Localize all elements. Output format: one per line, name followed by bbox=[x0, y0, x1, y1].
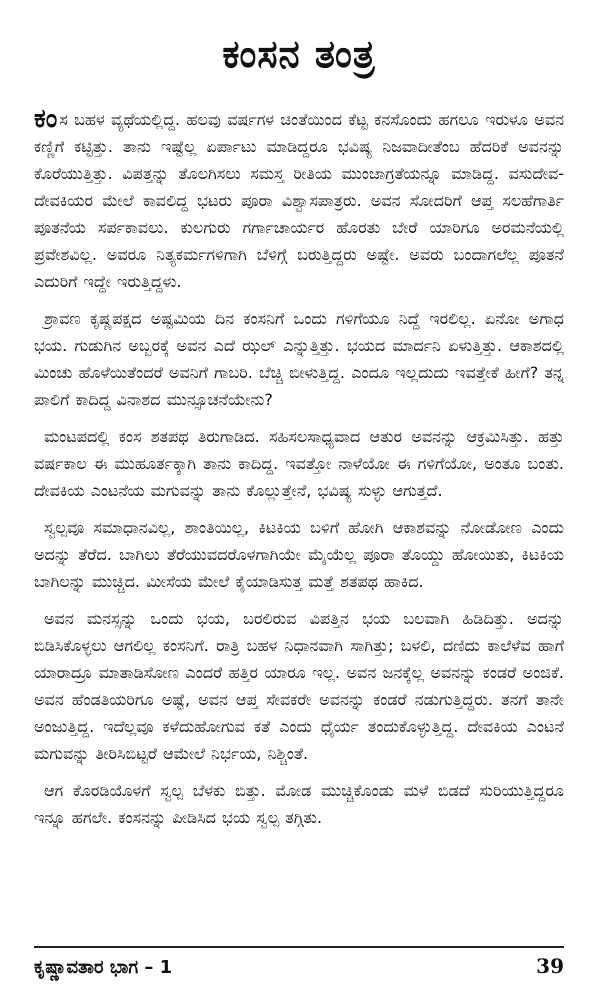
chapter-body bbox=[34, 106, 564, 831]
paragraph-3: ಮಂಟಪದಲ್ಲಿ ಕಂಸ ಶತಪಥ ತಿರುಗಾಡಿದ. ಸಹಿಸಲಸಾಧ್ಯವಾದ ಆತುರ ಅವನನ್ನು ಆಕ್ರಮಿಸಿತ್ತು. ಹತ್ತು ವರ್ಷಕಾಲ ಈ ಮುಹೂರ್ತಕ್ಕಾಗಿ ತಾನು ಕಾದಿದ್ದ. ಇವತ್ತೋ ನಾಳೆಯೋ ಈ ಗಳಿಗೆಯೋ, ಅಂತೂ ಬಂತು. ದೇವಕಿಯ ಎಂಟನೆಯ ಮಗುವನ್ನು ತಾನು ಕೊಲ್ಲುತ್ತೇನೆ, ಭವಿಷ್ಯ ಸುಳ್ಳು ಆಗುತ್ತದೆ. bbox=[34, 427, 564, 500]
paragraph-1 bbox=[34, 106, 564, 295]
paragraph-6: ಆಗ ಕೊರಡಿಯೊಳಗೆ ಸ್ವಲ್ಪ ಬೆಳಕು ಬಿತ್ತು. ಮೋಡ ಮುಚ್ಚಿಕೊಂಡು ಮಳೆ ಬಿಡದೆ ಸುರಿಯುತ್ತಿದ್ದರೂ ಇನ್ನೂ ಹಗಲೇ. ಕಂಸನನ್ನು ಪೀಡಿಸಿದ ಭಯ ಸ್ವಲ್ಪ ತಗ್ಗಿತು. bbox=[34, 781, 564, 827]
footer-book-title: ಕೃಷ್ಣಾವತಾರ ಭಾಗ – 1 bbox=[34, 957, 173, 978]
paragraph-1-text: ಸ ಬಹಳ ವ್ಯಥೆಯಲ್ಲಿದ್ದ. ಹಲವು ವರ್ಷಗಳ ಚಿಂತೆಯಿಂದ ಕೆಟ್ಟ ಕನಸೊಂದು ಹಗಲೂ ಇರುಳೂ ಅವನ ಕಣ್ಣಿಗೆ ಕಟ್ಟಿತ್ತು. ತಾನು ಇಷ್ಟೆಲ್ಲ ಏರ್ಪಾಟು ಮಾಡಿದ್ದರೂ ಭವಿಷ್ಯ ನಿಜವಾದೀತೆಂಬ ಹೆದರಿಕೆ ಅವನನ್ನು ಕೊರೆಯುತ್ತಿತ್ತು. ವಿಪತ್ತನ್ನು ತೊಲಗಿಸಲು ಸಮಸ್ತ ರೀತಿಯ ಮುಂಜಾಗ್ರತೆಯನ್ನೂ ಮಾಡಿದ್ದ. ವಸುದೇವ-ದೇವಕಿಯರ ಮೇಲೆ ಕಾವಲಿದ್ದ ಭಟರು ಪೂರಾ ವಿಶ್ವಾಸಪಾತ್ರರು. ಅವನ ಸೋದರಿಗೆ ಆಪ್ತ ಸಲಹೆಗಾರ್ತಿ ಪೂತನೆಯ ಸರ್ಪಕಾವಲು. ಕುಲಗುರು ಗರ್ಗಾಚಾರ್ಯರ ಹೊರತು ಬೇರೆ ಯಾರಿಗೂ ಅರಮನೆಯಲ್ಲಿ ಪ್ರವೇಶವಿಲ್ಲ. ಅವರೂ ನಿತ್ಯಕರ್ಮಗಳಿಗಾಗಿ ಬೆಳಿಗ್ಗೆ ಬರುತ್ತಿದ್ದರು ಅಷ್ಟೇ. ಅವರು ಬಂದಾಗಲೆಲ್ಲ ಪೂತನೆ ಎದುರಿಗೆ ಇದ್ದೇ ಇರುತ್ತಿದ್ದಳು. bbox=[34, 110, 564, 291]
paragraph-2: ಶ್ರಾವಣ ಕೃಷ್ಣಪಕ್ಷದ ಅಷ್ಟಮಿಯ ದಿನ ಕಂಸನಿಗೆ ಒಂದು ಗಳಿಗೆಯೂ ನಿದ್ದೆ ಇರಲಿಲ್ಲ. ಏನೋ ಅಗಾಧ ಭಯ. ಗುಡುಗಿನ ಅಬ್ಬರಕ್ಕೆ ಅವನ ಎದೆ ಝಲ್ ಎನ್ನುತ್ತಿತ್ತು. ಭಯದ ಮಾರ್ದನಿ ಏಳುತ್ತಿತ್ತು. ಆಕಾಶದಲ್ಲಿ ಮಿಂಚು ಹೊಳೆಯಿತೆಂದರೆ ಅವನಿಗೆ ಗಾಬರಿ. ಬೆಚ್ಚಿ ಬೀಳುತ್ತಿದ್ದ. ಎಂದೂ ಇಲ್ಲದುದು ಇವತ್ತೇಕೆ ಹೀಗೆ? ತನ್ನ ಪಾಲಿಗೆ ಕಾದಿದ್ದ ವಿನಾಶದ ಮುನ್ಸೂಚನೆಯೇನು? bbox=[34, 309, 564, 409]
paragraph-4: ಸ್ವಲ್ಪವೂ ಸಮಾಧಾನವಿಲ್ಲ, ಶಾಂತಿಯಿಲ್ಲ, ಕಿಟಕಿಯ ಬಳಿಗೆ ಹೋಗಿ ಆಕಾಶವನ್ನು ನೋಡೋಣ ಎಂದು ಅದನ್ನು ತೆರೆದ. ಬಾಗಿಲು ತೆರೆಯುವದರೊಳಗಾಗಿಯೇ ಮೈಯೆಲ್ಲ ಪೂರಾ ತೊಯ್ದು ಹೋಯಿತು, ಕಿಟಕಿಯ ಬಾಗಿಲನ್ನು ಮುಚ್ಚಿದ. ಮೀಸೆಯ ಮೇಲೆ ಕೈಯಾಡಿಸುತ್ತ ಮತ್ತೆ ಶತಪಥ ಹಾಕಿದ. bbox=[34, 518, 564, 591]
drop-cap: ಕಂ bbox=[34, 104, 58, 134]
chapter-title: ಕಂಸನ ತಂತ್ರ bbox=[222, 32, 376, 76]
page-footer bbox=[34, 946, 564, 978]
paragraph-5: ಅವನ ಮನಸ್ಸನ್ನು ಒಂದು ಭಯ, ಬರಲಿರುವ ವಿಪತ್ತಿನ ಭಯ ಬಲವಾಗಿ ಹಿಡಿದಿತ್ತು. ಅದನ್ನು ಬಿಡಿಸಿಕೊಳ್ಳಲು ಆಗಲಿಲ್ಲ ಕಂಸನಿಗೆ. ರಾತ್ರಿ ಬಹಳ ನಿಧಾನವಾಗಿ ಸಾಗಿತ್ತು; ಬಳಲಿ, ದಣಿದು ಕಾಲೆಳೆವ ಹಾಗೆ ಯಾರಾದ್ರೂ ಮಾತಾಡಿಸೋಣ ಎಂದರೆ ಹತ್ತಿರ ಯಾರೂ ಇಲ್ಲ. ಅವನ ಜನಕ್ಕೆಲ್ಲ ಅವನನ್ನು ಕಂಡರೆ ಅಂಜಿಕೆ. ಅವನ ಹೆಂಡತಿಯರಿಗೂ ಅಷ್ಟೆ, ಅವನ ಆಪ್ತ ಸೇವಕರೇ ಅವನನ್ನು ಕಂಡರೆ ನಡುಗುತ್ತಿದ್ದರು. ತನಗೆ ತಾನೇ ಅಂಜುತ್ತಿದ್ದ. ಇದೆಲ್ಲವೂ ಕಳೆದುಹೋಗುವ ಕತೆ ಎಂದು ಧೈರ್ಯ ತಂದುಕೊಳ್ಳುತ್ತಿದ್ದ. ದೇವಕಿಯ ಎಂಟನೆ ಮಗುವನ್ನು ತೀರಿಸಿಬಿಟ್ಟರೆ ಆಮೇಲೆ ನಿರ್ಭಯ, ನಿಶ್ಚಿಂತೆ. bbox=[34, 609, 564, 763]
page-number: 39 bbox=[536, 954, 564, 978]
